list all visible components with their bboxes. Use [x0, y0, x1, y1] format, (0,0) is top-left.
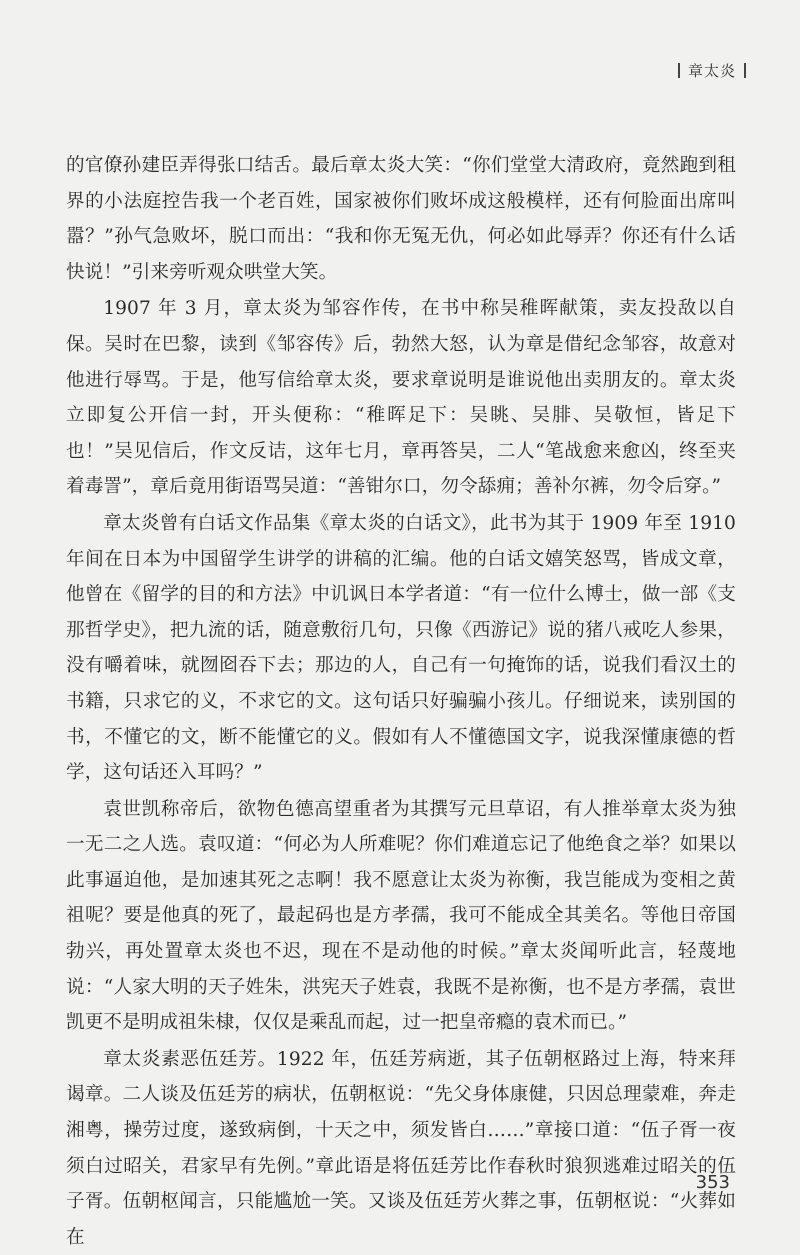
header-divider-left [678, 63, 680, 78]
header-title: 章太炎 [687, 62, 736, 80]
paragraph-2: 1907 年 3 月，章太炎为邹容作传，在书中称吴稚晖献策，卖友投敌以自保。吴时在巴黎，读到《邹容传》后，勃然大怒，认为章是借纪念邹容，故意对他进行辱骂。于是，他写信给章太炎，要求章说明是谁说他出卖朋友的。章太炎立即复公开信一封，开头便称：“稚晖足下：吴眺、吴腓、吴敬恒，皆足下也！”吴见信后，作文反诘，这年七月，章再答吴，二人“笔战愈来愈凶，终至夹着毒詈”，章后竟用街语骂吴道：“善钳尔口，勿令舔痈；善补尔裤，勿令后穿。” [66, 298, 736, 498]
running-header [670, 60, 754, 81]
page-body [66, 148, 736, 1255]
paragraph-5: 章太炎素恶伍廷芳。1922 年，伍廷芳病逝，其子伍朝枢路过上海，特来拜谒章。二人谈及伍廷芳的病状，伍朝枢说：“先父身体康健，只因总理蒙难，奔走湘粤，操劳过度，遂致病倒，十天之中，须发皆白……”章接口道：“伍子胥一夜须白过昭关，君家早有先例。”章此语是将伍廷芳比作春秋时狼狈逃难过昭关的伍子胥。伍朝枢闻言，只能尴尬一笑。又谈及伍廷芳火葬之事，伍朝枢说：“火葬如在 [66, 1048, 736, 1248]
paragraph-4: 袁世凯称帝后，欲物色德高望重者为其撰写元旦草诏，有人推举章太炎为独一无二之人选。袁叹道：“何必为人所难呢？你们难道忘记了他绝食之举？如果以此事逼迫他，是加速其死之志啊！我不愿意让太炎为祢衡，我岂能成为变相之黄祖呢？要是他真的死了，最起码也是方孝孺，我可不能成全其美名。等他日帝国勃兴，再处置章太炎也不迟，现在不是动他的时候。”章太炎闻听此言，轻蔑地说：“人家大明的天子姓朱，洪宪天子姓袁，我既不是祢衡，也不是方孝孺，袁世凯更不是明成祖朱棣，仅仅是乘乱而起，过一把皇帝瘾的袁术而已。” [66, 798, 736, 1034]
paragraph-1: 的官僚孙建臣弄得张口结舌。最后章太炎大笑：“你们堂堂大清政府，竟然跑到租界的小法庭控告我一个老百姓，国家被你们败坏成这般模样，还有何脸面出席叫嚣？”孙气急败坏，脱口而出：“我和你无冤无仇，何必如此辱弄？你还有什么话快说！”引来旁听观众哄堂大笑。 [66, 155, 736, 283]
header-divider-right [744, 63, 746, 78]
paragraph-3: 章太炎曾有白话文作品集《章太炎的白话文》，此书为其于 1909 年至 1910 年间在日本为中国留学生讲学的讲稿的汇编。他的白话文嬉笑怒骂，皆成文章，他曾在《留学的目的和方法》中讥讽日本学者道：“有一位什么博士，做一部《支那哲学史》，把九流的话，随意敷衍几句，只像《西游记》说的猪八戒吃人参果，没有嚼着味，就囫囵吞下去；那边的人，自己有一句掩饰的话，说我们看汉土的书籍，只求它的义，不求它的文。这句话只好骗骗小孩儿。仔细说来，读别国的书，不懂它的文，断不能懂它的义。假如有人不懂德国文字，说我深懂康德的哲学，这句话还入耳吗？” [66, 512, 736, 784]
page-number: 353 [695, 1172, 730, 1193]
